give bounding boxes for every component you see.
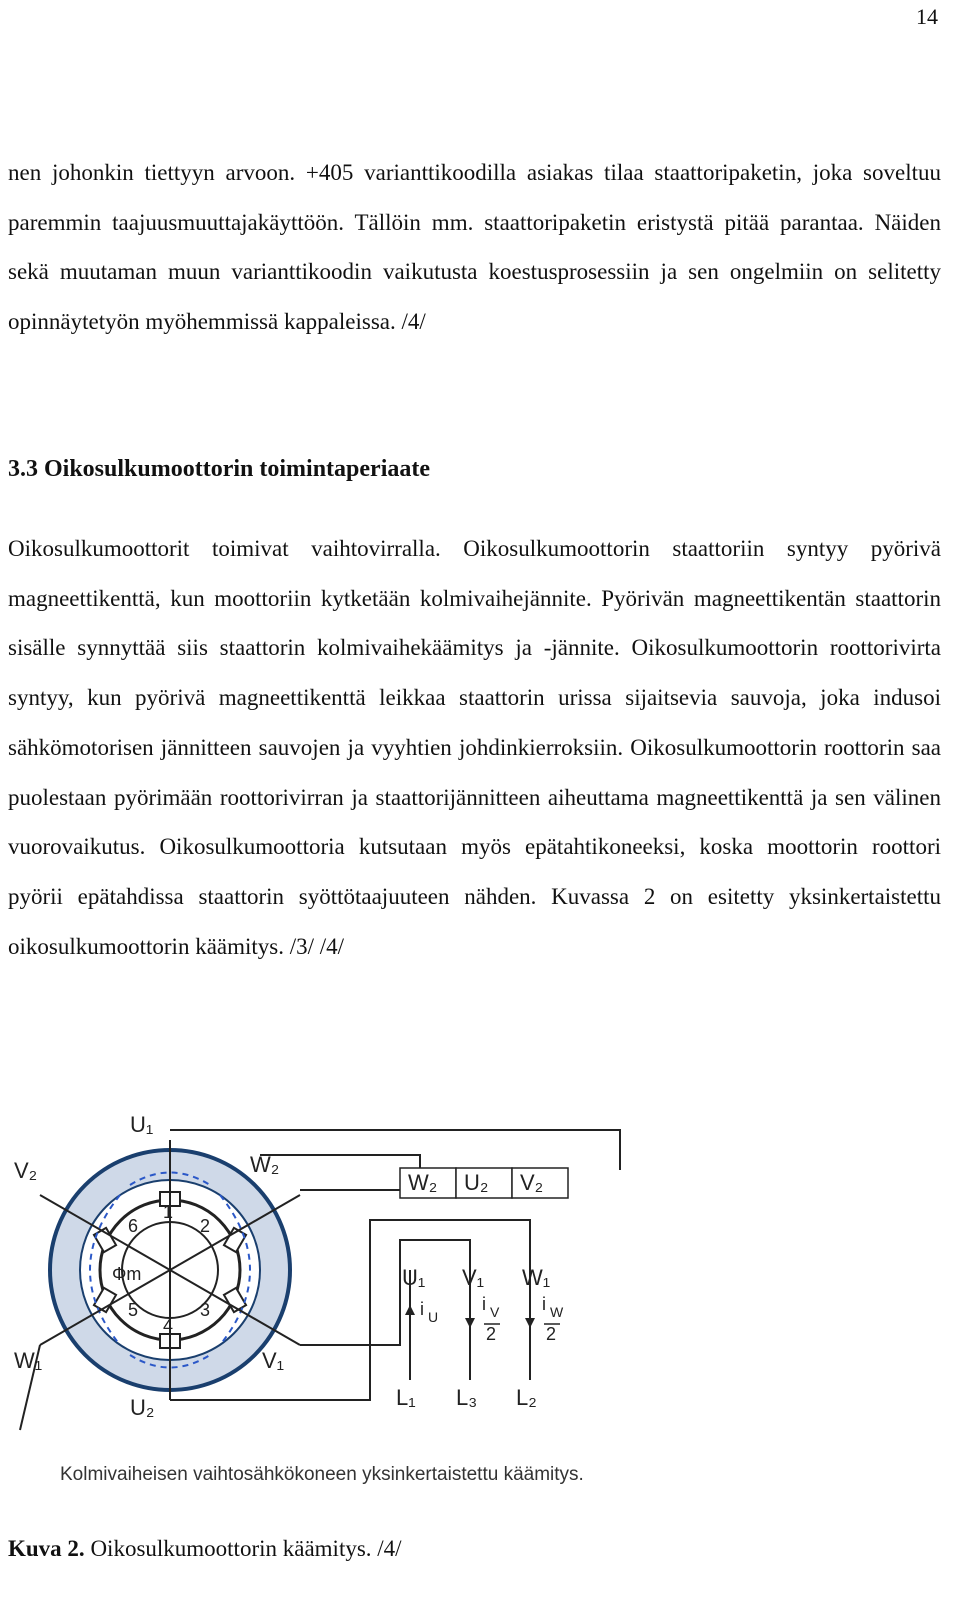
line-l1-label: L₁ (396, 1385, 416, 1410)
current-w-denominator: 2 (546, 1324, 557, 1344)
label-v1-bottom: V₁ (262, 1348, 285, 1373)
current-u-symbol: i (420, 1299, 424, 1319)
terminal-w1-label: W₁ (522, 1265, 551, 1290)
motor-winding-diagram (0, 1100, 700, 1500)
caption-text: Oikosulkumoottorin käämitys. /4/ (84, 1536, 402, 1561)
line-l3-label: L₃ (456, 1385, 478, 1410)
label-u2-bottom: U₂ (130, 1395, 155, 1420)
current-v-symbol: i (482, 1294, 486, 1314)
label-slot-4: 4 (163, 1316, 174, 1336)
terminal-v2-label: V₂ (520, 1170, 544, 1195)
label-phi: Φm (112, 1264, 142, 1284)
current-u-subscript: U (428, 1309, 439, 1325)
terminal-w2-label: W₂ (408, 1170, 438, 1195)
paragraph-intro: nen johonkin tiettyyn arvoon. +405 varianttikoodilla asiakas tilaa staattoripaketin, joka soveltuu paremmin taajuusmuuttajakäyttöön. Tällöin mm. staattoripaketin eristystä pitää parantaa. Näiden sekä muutaman muun varianttikoodin vaikutusta koestusprosessiin ja sen ongelmiin on selitetty opinnäytetyön myöhemmissä kappaleissa. /4/ (8, 160, 941, 335)
current-v-denominator: 2 (486, 1324, 497, 1344)
caption-label: Kuva 2. (8, 1536, 85, 1561)
page-number: 14 (916, 4, 938, 29)
paragraph-body: Oikosulkumoottorit toimivat vaihtovirralla. Oikosulkumoottorin staattoriin syntyy pyörivä magneettikenttä, kun moottoriin kytketään kolmivaihejännite. Pyörivän magneettikentän staattorin sisälle synnyttää siis staattorin kolmivaihekäämitys ja -jännite. Oikosulkumoottorin roottorivirta syntyy, kun pyörivä magneettikenttä leikkaa staattorin urissa sijaitsevia sauvoja, joka indusoi sähkömotorisen jännitteen sauvojen ja vyyhtien johdinkierroksiin. Oikosulkumoottorin roottorin saa puolestaan pyörimään roottorivirran ja staattorijännitteen aiheuttama magneettikenttä ja sen välinen vuorovaikutus. Oikosulkumoottoria kutsutaan myös epätahtikoneeksi, koska moottorin roottori pyörii epätahdissa staattorin syöttötaajuuteen nähden. Kuvassa 2 on esitetty yksinkertaistettu oikosulkumoottorin käämitys. /3/ /4/ (8, 536, 941, 959)
label-slot-6: 6 (128, 1216, 139, 1236)
figure-inner-caption: Kolmivaiheisen vaihtosähkökoneen yksinkertaistettu käämitys. (60, 1464, 584, 1485)
line-l2-label: L₂ (516, 1385, 537, 1410)
motor-winding-figure (0, 1100, 700, 1500)
terminal-v1-label: V₁ (462, 1265, 485, 1290)
terminal-u1-label: U₁ (402, 1265, 426, 1290)
current-v-subscript: V (490, 1304, 500, 1320)
label-w2-top: W₂ (250, 1152, 280, 1177)
current-w-symbol: i (542, 1294, 546, 1314)
label-v2-left: V₂ (14, 1158, 38, 1183)
figure-caption (8, 1536, 402, 1562)
label-w1-left: W₁ (14, 1348, 43, 1373)
label-slot-1: 1 (163, 1202, 174, 1222)
label-slot-3: 3 (200, 1300, 211, 1320)
label-slot-5: 5 (128, 1300, 139, 1320)
label-u1-top: U₁ (130, 1112, 154, 1137)
label-slot-2: 2 (200, 1216, 211, 1236)
terminal-u2-label: U₂ (464, 1170, 489, 1195)
current-w-subscript: W (550, 1304, 564, 1320)
section-heading: 3.3 Oikosulkumoottorin toimintaperiaate (8, 456, 431, 482)
